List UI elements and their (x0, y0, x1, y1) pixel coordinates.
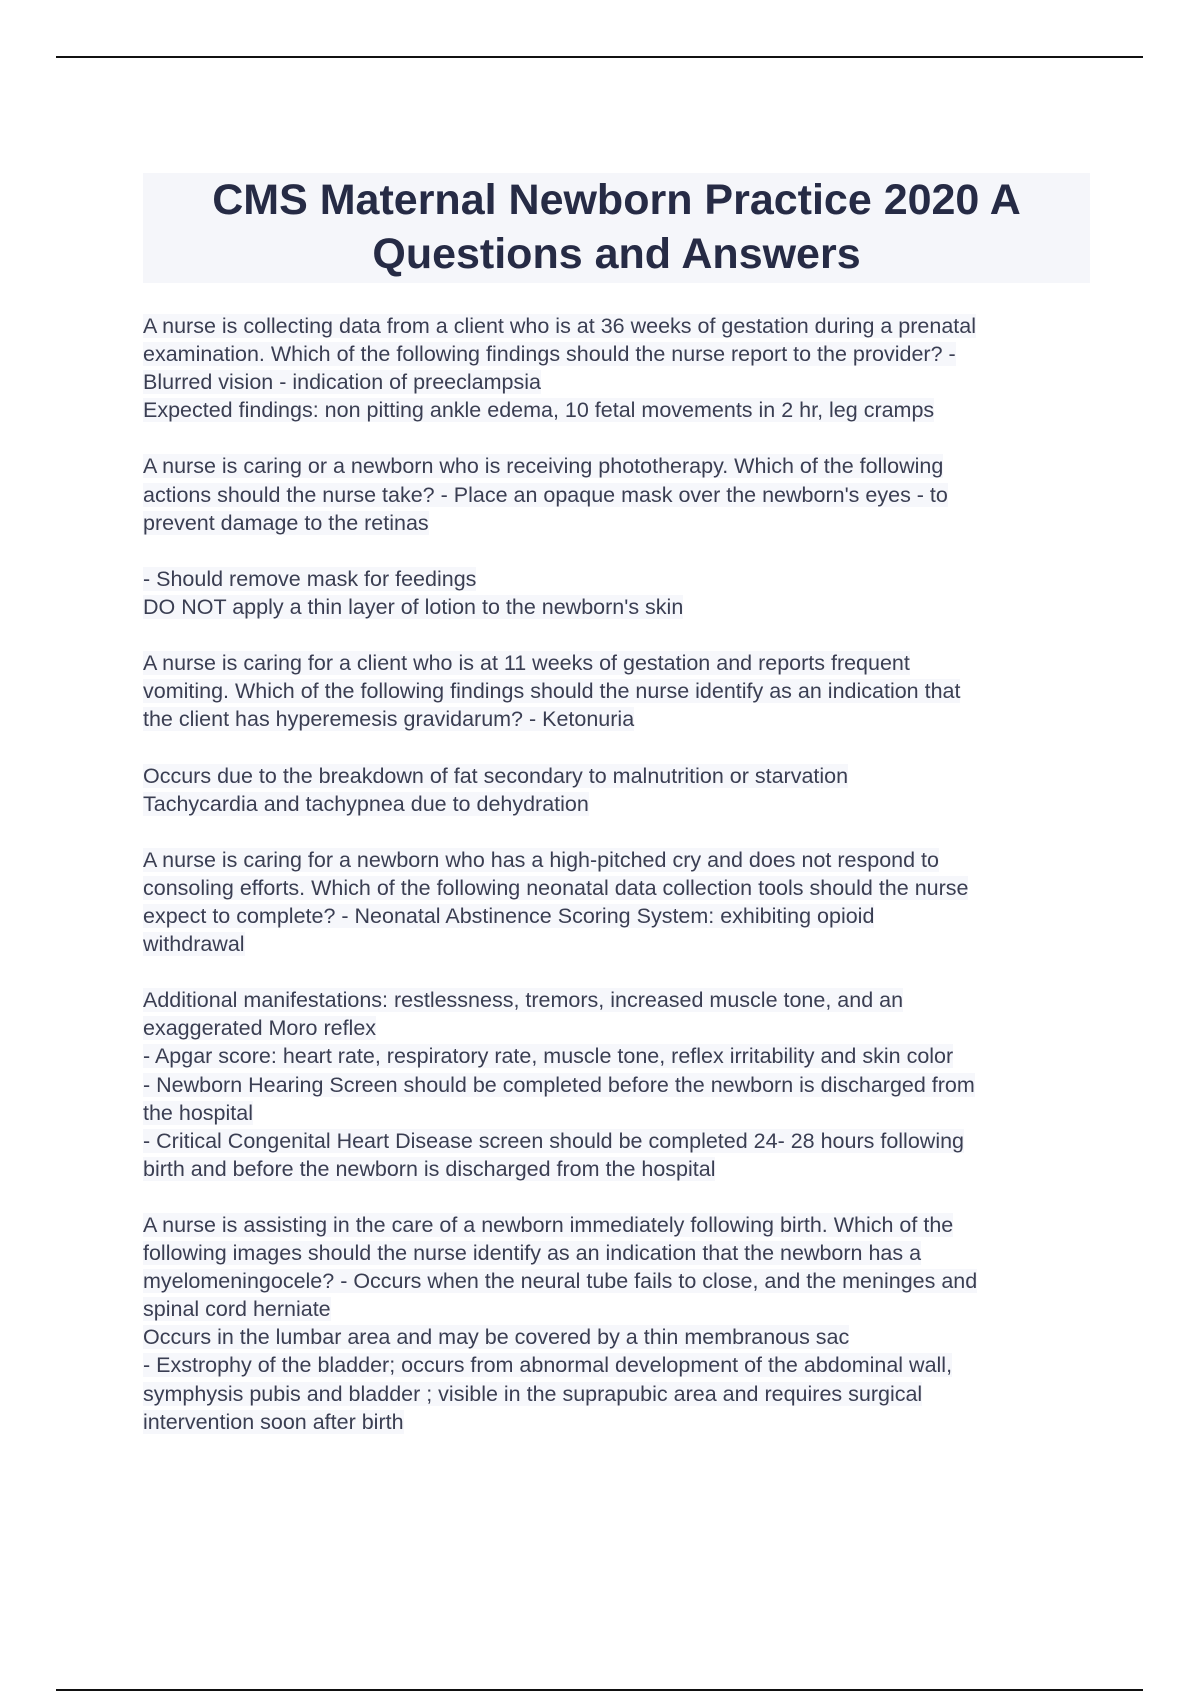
document-body (143, 312, 1093, 1436)
paragraph-preeclampsia (143, 312, 1093, 424)
text-line: withdrawal (143, 932, 245, 957)
text-line: spinal cord herniate (143, 1297, 331, 1322)
text-line: intervention soon after birth (143, 1409, 404, 1434)
text-line: vomiting. Which of the following findings should the nurse identify as an indication that (143, 679, 961, 704)
text-line: A nurse is assisting in the care of a newborn immediately following birth. Which of the (143, 1213, 954, 1237)
title-block (143, 173, 1090, 283)
text-line: birth and before the newborn is discharged from the hospital (143, 1156, 716, 1181)
paragraph-hyperemesis (143, 649, 1093, 733)
text-line: A nurse is caring for a newborn who has a high-pitched cry and does not respond to (143, 847, 939, 872)
bottom-rule (56, 1689, 1143, 1691)
paragraph-additional-manifestations (143, 986, 1093, 1183)
text-line: examination. Which of the following findings should the nurse report to the provider? - (143, 342, 956, 367)
paragraph-gap (143, 537, 1093, 565)
paragraph-abstinence (143, 846, 1093, 958)
paragraph-gap (143, 1183, 1093, 1211)
text-line: prevent damage to the retinas (143, 510, 429, 535)
text-line: - Critical Congenital Heart Disease screen should be completed 24- 28 hours following (143, 1128, 965, 1153)
text-line: consoling efforts. Which of the following neonatal data collection tools should the nurse (143, 875, 969, 900)
paragraph-gap (143, 424, 1093, 452)
text-line: Occurs in the lumbar area and may be covered by a thin membranous sac (143, 1325, 850, 1350)
paragraph-mask-feedings (143, 565, 1093, 621)
text-line: Tachycardia and tachypnea due to dehydration (143, 791, 589, 816)
text-line: - Apgar score: heart rate, respiratory rate, muscle tone, reflex irritability and skin color (143, 1044, 954, 1069)
text-line: A nurse is caring for a client who is at 11 weeks of gestation and reports frequent (143, 651, 910, 676)
paragraph-gap (143, 733, 1093, 761)
text-line: Expected findings: non pitting ankle edema, 10 fetal movements in 2 hr, leg cramps (143, 398, 935, 423)
paragraph-gap (143, 818, 1093, 846)
paragraph-ketonuria-notes (143, 762, 1093, 818)
text-line: myelomeningocele? - Occurs when the neural tube fails to close, and the meninges and (143, 1269, 978, 1294)
page-title-line-1: CMS Maternal Newborn Practice 2020 A (212, 176, 1021, 224)
text-line: - Should remove mask for feedings (143, 566, 477, 591)
text-line: - Newborn Hearing Screen should be completed before the newborn is discharged from (143, 1072, 975, 1097)
paragraph-phototherapy (143, 452, 1093, 536)
paragraph-gap (143, 958, 1093, 986)
paragraph-gap (143, 621, 1093, 649)
text-line: the client has hyperemesis gravidarum? - Ketonuria (143, 707, 635, 732)
text-line: - Exstrophy of the bladder; occurs from abnormal development of the abdominal wall, (143, 1353, 953, 1378)
top-rule (56, 56, 1143, 58)
text-line: symphysis pubis and bladder ; visible in the suprapubic area and requires surgical (143, 1381, 923, 1406)
text-line: exaggerated Moro reflex (143, 1016, 377, 1041)
paragraph-myelomeningocele (143, 1211, 1093, 1436)
text-line: DO NOT apply a thin layer of lotion to the newborn's skin (143, 594, 684, 619)
text-line: actions should the nurse take? - Place an opaque mask over the newborn's eyes - to (143, 482, 948, 507)
text-line: following images should the nurse identify as an indication that the newborn has a (143, 1241, 922, 1266)
text-line: A nurse is collecting data from a client who is at 36 weeks of gestation during a prenatal (143, 314, 976, 338)
text-line: Additional manifestations: restlessness, tremors, increased muscle tone, and an (143, 988, 904, 1013)
text-line: Blurred vision - indication of preeclampsia (143, 370, 541, 395)
text-line: A nurse is caring or a newborn who is receiving phototherapy. Which of the following (143, 454, 944, 479)
text-line: the hospital (143, 1100, 253, 1125)
page-title-line-2: Questions and Answers (372, 230, 861, 278)
text-line: Occurs due to the breakdown of fat secondary to malnutrition or starvation (143, 763, 849, 788)
text-line: expect to complete? - Neonatal Abstinence Scoring System: exhibiting opioid (143, 903, 875, 928)
